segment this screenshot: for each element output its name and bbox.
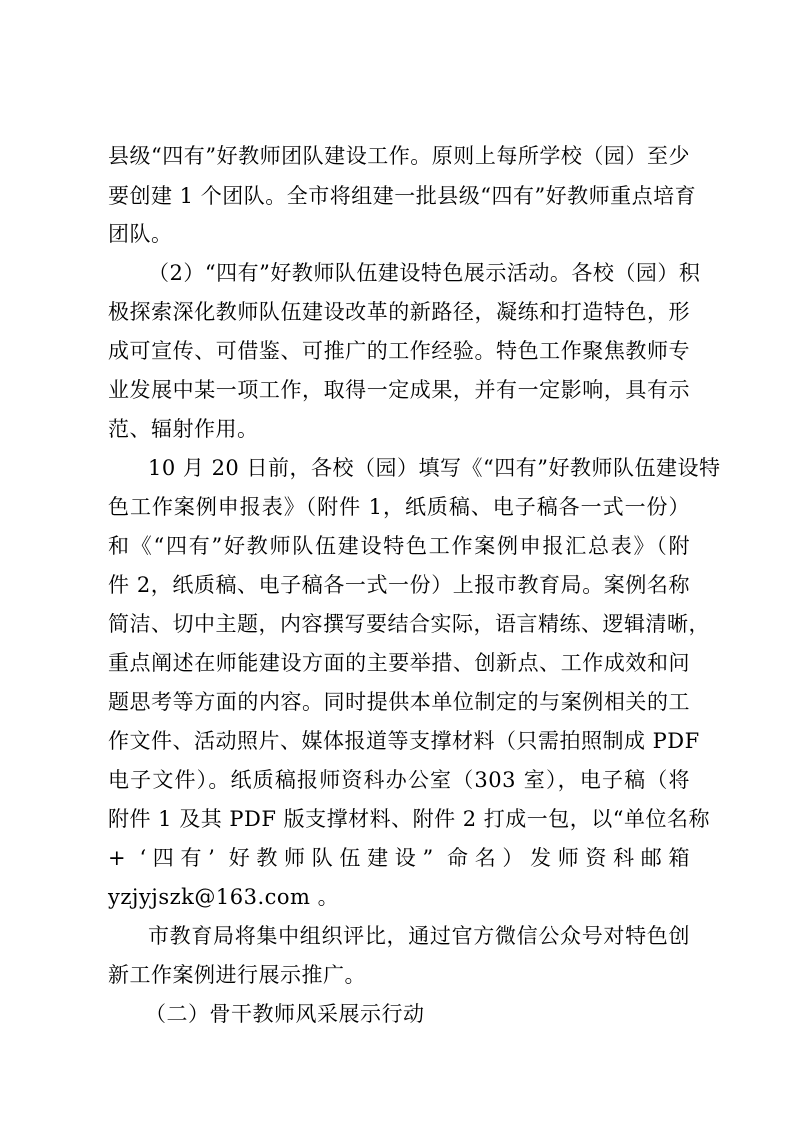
paragraph-line: 色工作案例申报表》（附件 1，纸质稿、电子稿各一式一份） — [108, 495, 690, 519]
paragraph-line: 范、辐射作用。 — [108, 417, 259, 441]
paragraph-line: + ‘四有’ 好教师队伍建设” 命名）发师资科邮箱 — [108, 846, 690, 870]
paragraph-line: 市教育局将集中组织评比，通过官方微信公众号对特色创 — [148, 924, 690, 948]
paragraph-line: 附件 1 及其 PDF 版支撑材料、附件 2 打成一包，以“单位名称 — [108, 807, 711, 831]
paragraph-line: 作文件、活动照片、媒体报道等支撑材料（只需拍照制成 PDF — [108, 729, 700, 753]
paragraph-line: 重点阐述在师能建设方面的主要举措、创新点、工作成效和问 — [108, 651, 690, 675]
paragraph-line: 新工作案例进行展示推广。 — [108, 963, 366, 987]
paragraph-line: 要创建 1 个团队。全市将组建一批县级“四有”好教师重点培育 — [108, 184, 697, 208]
email-line: yzjyjszk@163.com 。 — [108, 885, 340, 909]
paragraph-line: 团队。 — [108, 222, 173, 246]
paragraph-line: 10 月 20 日前，各校（园）填写《“四有”好教师队伍建设特 — [148, 456, 721, 480]
paragraph-line: （2）“四有”好教师队伍建设特色展示活动。各校（园）积 — [148, 261, 701, 285]
paragraph-line: 题思考等方面的内容。同时提供本单位制定的与案例相关的工 — [108, 690, 690, 714]
paragraph-line: 成可宣传、可借鉴、可推广的工作经验。特色工作聚焦教师专 — [108, 339, 690, 363]
paragraph-line: 县级“四有”好教师团队建设工作。原则上每所学校（园）至少 — [108, 144, 690, 168]
section-heading: （二）骨干教师风采展示行动 — [145, 1002, 425, 1026]
paragraph-line: 简洁、切中主题，内容撰写要结合实际，语言精练、逻辑清晰， — [108, 612, 710, 636]
paragraph-line: 极探索深化教师队伍建设改革的新路径，凝练和打造特色，形 — [108, 300, 690, 324]
paragraph-line: 和《“四有”好教师队伍建设特色工作案例申报汇总表》（附 — [108, 534, 690, 558]
paragraph-line: 件 2，纸质稿、电子稿各一式一份）上报市教育局。案例名称 — [108, 573, 690, 597]
paragraph-line: 业发展中某一项工作，取得一定成果，并有一定影响，具有示 — [108, 378, 690, 402]
paragraph-line: 电子文件）。纸质稿报师资科办公室（303 室），电子稿（将 — [108, 768, 690, 792]
